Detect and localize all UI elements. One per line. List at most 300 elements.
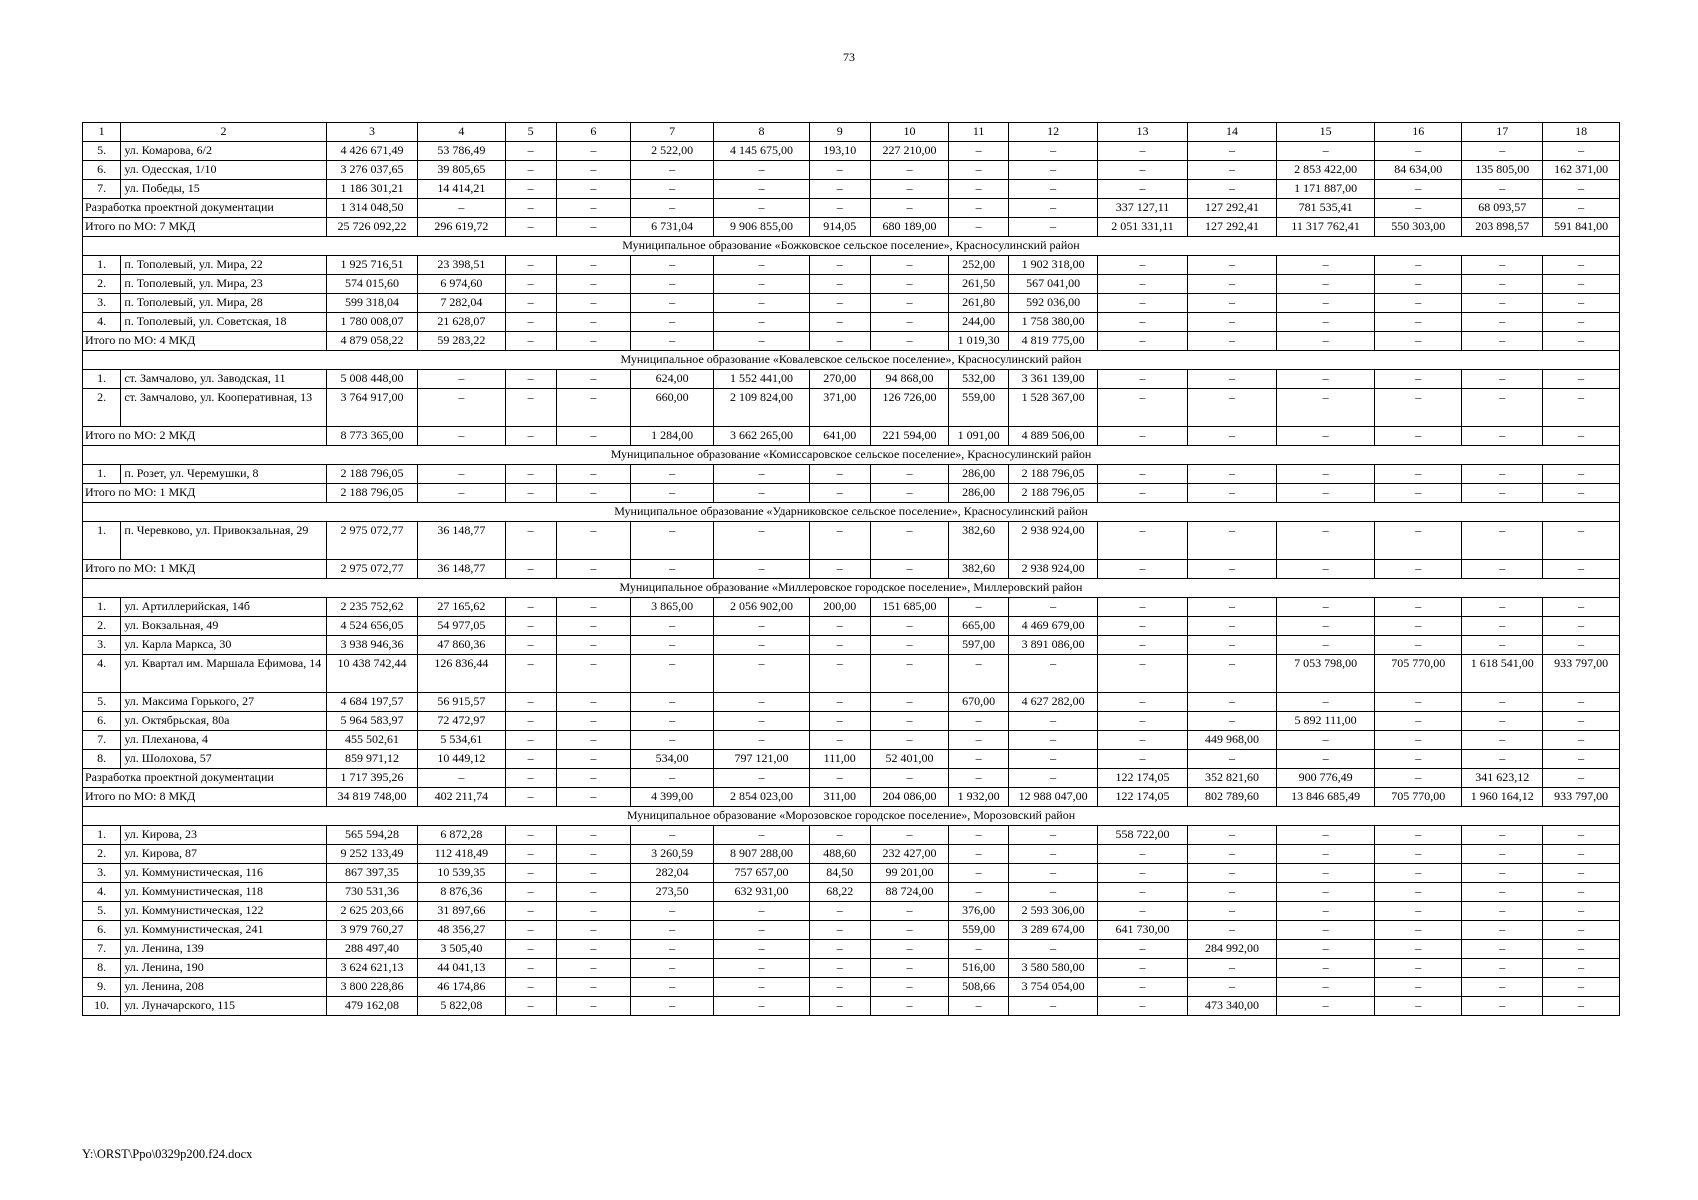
total-label: Итого по МО: 1 МКД: [83, 484, 327, 503]
value-cell: –: [714, 560, 810, 579]
value-cell: –: [870, 655, 949, 693]
value-cell: 68 093,57: [1462, 199, 1543, 218]
value-cell: –: [1187, 142, 1276, 161]
value-cell: 933 797,00: [1543, 655, 1620, 693]
table-row: [83, 142, 1620, 161]
value-cell: –: [870, 294, 949, 313]
value-cell: –: [505, 332, 556, 351]
value-cell: –: [870, 484, 949, 503]
value-cell: –: [870, 161, 949, 180]
value-cell: –: [1462, 712, 1543, 731]
value-cell: –: [1008, 218, 1097, 237]
value-cell: –: [1462, 731, 1543, 750]
value-cell: –: [1098, 959, 1187, 978]
value-cell: –: [556, 256, 631, 275]
value-cell: –: [631, 199, 714, 218]
value-cell: –: [1277, 902, 1375, 921]
table-row: [83, 598, 1620, 617]
value-cell: –: [556, 598, 631, 617]
value-cell: –: [1375, 769, 1462, 788]
value-cell: 371,00: [809, 389, 870, 427]
value-cell: –: [1543, 522, 1620, 560]
value-cell: –: [949, 731, 1009, 750]
value-cell: 781 535,41: [1277, 199, 1375, 218]
value-cell: –: [1098, 978, 1187, 997]
address-cell: ул. Коммунистическая, 118: [121, 883, 326, 902]
value-cell: –: [1187, 161, 1276, 180]
value-cell: –: [809, 940, 870, 959]
section-heading: Муниципальное образование «Ударниковское сельское поселение», Красносулинский район: [83, 503, 1620, 522]
column-number-cell: 11: [949, 123, 1009, 142]
value-cell: 2 854 023,00: [714, 788, 810, 807]
value-cell: 94 868,00: [870, 370, 949, 389]
row-number: 3.: [83, 636, 121, 655]
row-number: 8.: [83, 750, 121, 769]
total-label: Итого по МО: 2 МКД: [83, 427, 327, 446]
value-cell: –: [809, 313, 870, 332]
row-number: 1.: [83, 826, 121, 845]
table-row: [83, 313, 1620, 332]
value-cell: 660,00: [631, 389, 714, 427]
value-cell: –: [1187, 332, 1276, 351]
value-cell: –: [1187, 275, 1276, 294]
value-cell: 232 427,00: [870, 845, 949, 864]
row-number: 4.: [83, 883, 121, 902]
value-cell: –: [714, 655, 810, 693]
value-cell: 244,00: [949, 313, 1009, 332]
value-cell: –: [1462, 484, 1543, 503]
value-cell: 296 619,72: [418, 218, 505, 237]
value-cell: 1 932,00: [949, 788, 1009, 807]
value-cell: –: [556, 921, 631, 940]
value-cell: 641 730,00: [1098, 921, 1187, 940]
value-cell: –: [556, 997, 631, 1016]
value-cell: 1 314 048,50: [326, 199, 418, 218]
value-cell: –: [714, 180, 810, 199]
value-cell: 2 051 331,11: [1098, 218, 1187, 237]
value-cell: –: [1008, 997, 1097, 1016]
value-cell: 1 284,00: [631, 427, 714, 446]
value-cell: –: [1277, 427, 1375, 446]
value-cell: –: [1543, 978, 1620, 997]
value-cell: 2 938 924,00: [1008, 560, 1097, 579]
column-number-cell: 4: [418, 123, 505, 142]
value-cell: –: [870, 617, 949, 636]
value-cell: –: [714, 769, 810, 788]
column-number-cell: 3: [326, 123, 418, 142]
value-cell: –: [631, 655, 714, 693]
address-cell: п. Тополевый, ул. Мира, 28: [121, 294, 326, 313]
column-number-cell: 12: [1008, 123, 1097, 142]
value-cell: –: [1187, 294, 1276, 313]
value-cell: 3 754 054,00: [1008, 978, 1097, 997]
value-cell: –: [1462, 598, 1543, 617]
value-cell: –: [809, 731, 870, 750]
value-cell: 13 846 685,49: [1277, 788, 1375, 807]
value-cell: 1 186 301,21: [326, 180, 418, 199]
value-cell: 5 534,61: [418, 731, 505, 750]
value-cell: 2 975 072,77: [326, 522, 418, 560]
value-cell: –: [1375, 997, 1462, 1016]
value-cell: 665,00: [949, 617, 1009, 636]
value-cell: 3 260,59: [631, 845, 714, 864]
value-cell: –: [1462, 978, 1543, 997]
row-number: 8.: [83, 959, 121, 978]
value-cell: 3 865,00: [631, 598, 714, 617]
value-cell: –: [1543, 845, 1620, 864]
address-cell: п. Розет, ул. Черемушки, 8: [121, 465, 326, 484]
value-cell: –: [1008, 940, 1097, 959]
value-cell: 31 897,66: [418, 902, 505, 921]
value-cell: 933 797,00: [1543, 788, 1620, 807]
section-heading: Муниципальное образование «Ковалевское сельское поселение», Красносулинский район: [83, 351, 1620, 370]
value-cell: 550 303,00: [1375, 218, 1462, 237]
value-cell: –: [1462, 636, 1543, 655]
value-cell: –: [1098, 845, 1187, 864]
value-cell: –: [1462, 826, 1543, 845]
value-cell: 273,50: [631, 883, 714, 902]
value-cell: –: [1462, 617, 1543, 636]
table-row: [83, 940, 1620, 959]
value-cell: –: [714, 484, 810, 503]
value-cell: 1 925 716,51: [326, 256, 418, 275]
value-cell: –: [1543, 142, 1620, 161]
value-cell: –: [1543, 465, 1620, 484]
value-cell: –: [1375, 921, 1462, 940]
value-cell: –: [1543, 750, 1620, 769]
value-cell: –: [505, 294, 556, 313]
value-cell: –: [505, 978, 556, 997]
value-cell: –: [1098, 902, 1187, 921]
value-cell: –: [1543, 731, 1620, 750]
value-cell: –: [631, 560, 714, 579]
footer-file-path: Y:\ORST\Ppo\0329p200.f24.docx: [82, 1147, 253, 1161]
column-number-cell: 1: [83, 123, 121, 142]
value-cell: –: [1098, 693, 1187, 712]
table-row: [83, 294, 1620, 313]
value-cell: –: [556, 788, 631, 807]
row-number: 5.: [83, 693, 121, 712]
value-cell: –: [1008, 769, 1097, 788]
value-cell: –: [505, 959, 556, 978]
value-cell: 4 627 282,00: [1008, 693, 1097, 712]
value-cell: –: [809, 978, 870, 997]
value-cell: –: [556, 522, 631, 560]
value-cell: –: [1462, 902, 1543, 921]
value-cell: –: [1375, 940, 1462, 959]
total-label: Итого по МО: 7 МКД: [83, 218, 327, 237]
value-cell: –: [714, 522, 810, 560]
value-cell: –: [1462, 389, 1543, 427]
value-cell: 3 289 674,00: [1008, 921, 1097, 940]
value-cell: –: [870, 769, 949, 788]
value-cell: –: [1462, 465, 1543, 484]
value-cell: –: [1462, 370, 1543, 389]
total-label: Итого по МО: 4 МКД: [83, 332, 327, 351]
value-cell: –: [1008, 180, 1097, 199]
value-cell: –: [870, 275, 949, 294]
table-row: [83, 617, 1620, 636]
value-cell: –: [1277, 826, 1375, 845]
address-cell: ул. Артиллерийская, 14б: [121, 598, 326, 617]
total-row: [83, 788, 1620, 807]
table-row: [83, 693, 1620, 712]
column-number-cell: 17: [1462, 123, 1543, 142]
total-row: [83, 199, 1620, 218]
value-cell: 286,00: [949, 484, 1009, 503]
value-cell: –: [1543, 959, 1620, 978]
value-cell: –: [809, 617, 870, 636]
value-cell: –: [556, 826, 631, 845]
value-cell: –: [505, 617, 556, 636]
value-cell: –: [1543, 560, 1620, 579]
table-row: [83, 978, 1620, 997]
value-cell: –: [1187, 560, 1276, 579]
value-cell: 2 235 752,62: [326, 598, 418, 617]
value-cell: –: [1098, 560, 1187, 579]
address-cell: ул. Октябрьская, 80а: [121, 712, 326, 731]
value-cell: 802 789,60: [1187, 788, 1276, 807]
value-cell: 72 472,97: [418, 712, 505, 731]
value-cell: –: [505, 883, 556, 902]
section-heading-row: [83, 446, 1620, 465]
value-cell: –: [1098, 294, 1187, 313]
value-cell: –: [556, 199, 631, 218]
value-cell: –: [631, 636, 714, 655]
value-cell: 900 776,49: [1277, 769, 1375, 788]
value-cell: 4 469 679,00: [1008, 617, 1097, 636]
value-cell: –: [1098, 275, 1187, 294]
value-cell: –: [1098, 142, 1187, 161]
value-cell: 200,00: [809, 598, 870, 617]
value-cell: –: [631, 522, 714, 560]
value-cell: –: [556, 294, 631, 313]
value-cell: –: [809, 465, 870, 484]
value-cell: 126 726,00: [870, 389, 949, 427]
total-label: Итого по МО: 8 МКД: [83, 788, 327, 807]
value-cell: 473 340,00: [1187, 997, 1276, 1016]
value-cell: –: [809, 769, 870, 788]
value-cell: –: [1462, 845, 1543, 864]
value-cell: –: [1098, 332, 1187, 351]
value-cell: –: [1375, 142, 1462, 161]
value-cell: –: [1543, 826, 1620, 845]
value-cell: –: [870, 256, 949, 275]
value-cell: 151 685,00: [870, 598, 949, 617]
column-number-cell: 7: [631, 123, 714, 142]
value-cell: –: [1008, 142, 1097, 161]
value-cell: –: [1187, 370, 1276, 389]
table-row: [83, 275, 1620, 294]
row-number: 5.: [83, 142, 121, 161]
value-cell: –: [1277, 142, 1375, 161]
value-cell: –: [1277, 332, 1375, 351]
value-cell: 352 821,60: [1187, 769, 1276, 788]
total-label: Разработка проектной документации: [83, 199, 327, 218]
value-cell: –: [505, 769, 556, 788]
value-cell: 1 552 441,00: [714, 370, 810, 389]
value-cell: 5 892 111,00: [1277, 712, 1375, 731]
value-cell: 376,00: [949, 902, 1009, 921]
value-cell: –: [1375, 693, 1462, 712]
value-cell: –: [1187, 256, 1276, 275]
table-row: [83, 997, 1620, 1016]
value-cell: 565 594,28: [326, 826, 418, 845]
value-cell: –: [809, 902, 870, 921]
value-cell: 284 992,00: [1187, 940, 1276, 959]
value-cell: –: [1008, 161, 1097, 180]
value-cell: –: [631, 617, 714, 636]
value-cell: –: [1008, 883, 1097, 902]
value-cell: –: [1375, 902, 1462, 921]
value-cell: –: [1543, 180, 1620, 199]
value-cell: –: [1543, 921, 1620, 940]
value-cell: –: [1277, 522, 1375, 560]
value-cell: –: [505, 902, 556, 921]
value-cell: –: [418, 370, 505, 389]
value-cell: 1 758 380,00: [1008, 313, 1097, 332]
column-number-cell: 10: [870, 123, 949, 142]
value-cell: 3 624 621,13: [326, 959, 418, 978]
value-cell: –: [505, 598, 556, 617]
value-cell: 479 162,08: [326, 997, 418, 1016]
value-cell: –: [631, 769, 714, 788]
value-cell: –: [418, 389, 505, 427]
value-cell: 84,50: [809, 864, 870, 883]
value-cell: –: [1462, 275, 1543, 294]
value-cell: –: [1098, 522, 1187, 560]
table-row: [83, 389, 1620, 427]
value-cell: –: [1543, 389, 1620, 427]
value-cell: –: [1375, 560, 1462, 579]
value-cell: 382,60: [949, 560, 1009, 579]
value-cell: 261,80: [949, 294, 1009, 313]
value-cell: –: [1098, 750, 1187, 769]
value-cell: –: [1187, 883, 1276, 902]
value-cell: 10 539,35: [418, 864, 505, 883]
value-cell: –: [1008, 731, 1097, 750]
value-cell: –: [1008, 598, 1097, 617]
value-cell: 859 971,12: [326, 750, 418, 769]
section-heading: Муниципальное образование «Морозовское городское поселение», Морозовский район: [83, 807, 1620, 826]
value-cell: 9 906 855,00: [714, 218, 810, 237]
row-number: 3.: [83, 294, 121, 313]
value-cell: –: [870, 921, 949, 940]
value-cell: –: [809, 693, 870, 712]
value-cell: –: [1098, 256, 1187, 275]
value-cell: 559,00: [949, 921, 1009, 940]
value-cell: –: [1187, 864, 1276, 883]
value-cell: –: [1098, 940, 1187, 959]
address-cell: ул. Плеханова, 4: [121, 731, 326, 750]
value-cell: –: [870, 332, 949, 351]
value-cell: 48 356,27: [418, 921, 505, 940]
value-cell: –: [809, 161, 870, 180]
value-cell: –: [505, 142, 556, 161]
value-cell: 6 872,28: [418, 826, 505, 845]
row-number: 7.: [83, 731, 121, 750]
value-cell: –: [505, 180, 556, 199]
value-cell: –: [1543, 199, 1620, 218]
value-cell: –: [631, 313, 714, 332]
table-row: [83, 902, 1620, 921]
address-cell: ул. Ленина, 139: [121, 940, 326, 959]
value-cell: –: [505, 522, 556, 560]
value-cell: 54 977,05: [418, 617, 505, 636]
value-cell: –: [1187, 617, 1276, 636]
row-number: 7.: [83, 940, 121, 959]
column-number-cell: 15: [1277, 123, 1375, 142]
value-cell: –: [1277, 484, 1375, 503]
value-cell: –: [1277, 959, 1375, 978]
value-cell: –: [1543, 997, 1620, 1016]
column-number-cell: 2: [121, 123, 326, 142]
value-cell: 12 988 047,00: [1008, 788, 1097, 807]
value-cell: 11 317 762,41: [1277, 218, 1375, 237]
value-cell: –: [418, 427, 505, 446]
value-cell: 591 841,00: [1543, 218, 1620, 237]
value-cell: –: [1098, 161, 1187, 180]
value-cell: 36 148,77: [418, 560, 505, 579]
value-cell: 705 770,00: [1375, 788, 1462, 807]
value-cell: –: [809, 997, 870, 1016]
value-cell: –: [1543, 294, 1620, 313]
value-cell: –: [1462, 693, 1543, 712]
value-cell: –: [1098, 389, 1187, 427]
value-cell: –: [631, 902, 714, 921]
value-cell: 641,00: [809, 427, 870, 446]
value-cell: 2 975 072,77: [326, 560, 418, 579]
page-number: 73: [843, 50, 855, 64]
value-cell: –: [809, 275, 870, 294]
value-cell: –: [714, 332, 810, 351]
value-cell: –: [1375, 313, 1462, 332]
address-cell: ул. Шолохова, 57: [121, 750, 326, 769]
value-cell: –: [1098, 180, 1187, 199]
value-cell: –: [556, 712, 631, 731]
value-cell: 337 127,11: [1098, 199, 1187, 218]
value-cell: –: [809, 655, 870, 693]
value-cell: –: [1375, 959, 1462, 978]
value-cell: –: [1098, 997, 1187, 1016]
value-cell: –: [809, 484, 870, 503]
value-cell: 632 931,00: [714, 883, 810, 902]
value-cell: –: [714, 313, 810, 332]
section-heading-row: [83, 237, 1620, 256]
value-cell: 2 188 796,05: [326, 484, 418, 503]
value-cell: –: [714, 731, 810, 750]
value-cell: –: [714, 902, 810, 921]
value-cell: –: [505, 826, 556, 845]
row-number: 3.: [83, 864, 121, 883]
value-cell: –: [1277, 940, 1375, 959]
value-cell: 122 174,05: [1098, 788, 1187, 807]
value-cell: –: [556, 769, 631, 788]
value-cell: 382,60: [949, 522, 1009, 560]
value-cell: 488,60: [809, 845, 870, 864]
value-cell: –: [556, 465, 631, 484]
value-cell: –: [949, 142, 1009, 161]
value-cell: –: [631, 921, 714, 940]
table-row: [83, 731, 1620, 750]
value-cell: –: [1375, 180, 1462, 199]
value-cell: –: [631, 256, 714, 275]
row-number: 6.: [83, 921, 121, 940]
value-cell: –: [1277, 693, 1375, 712]
value-cell: 2 938 924,00: [1008, 522, 1097, 560]
section-heading-row: [83, 503, 1620, 522]
column-number-cell: 18: [1543, 123, 1620, 142]
